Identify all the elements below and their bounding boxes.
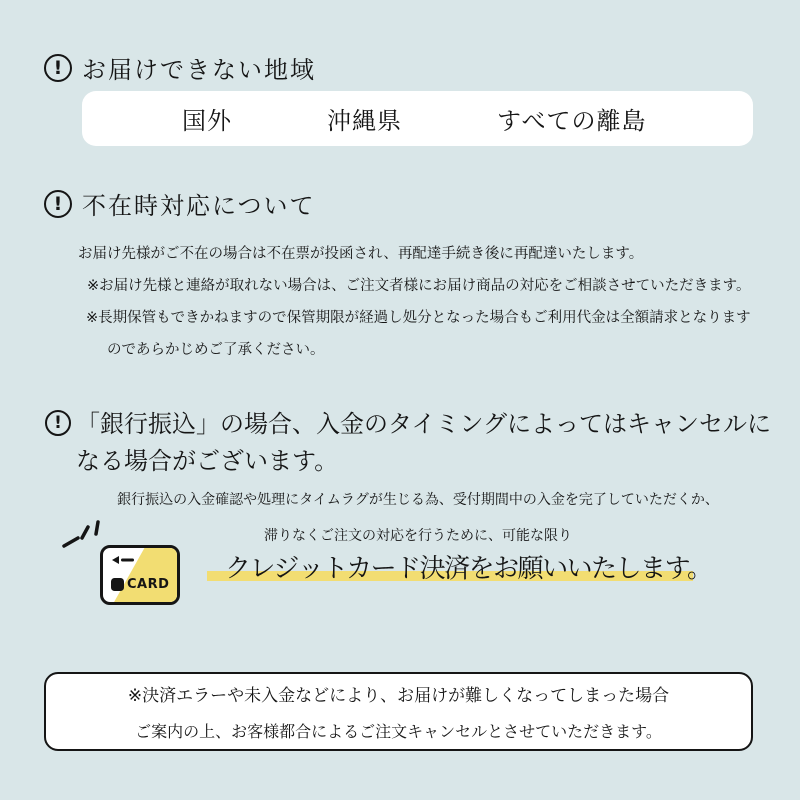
section-title-bank-transfer-line2: なる場合がございます。: [76, 447, 339, 475]
exclamation-circle-icon: [45, 410, 71, 436]
cancel-notice-line: ご案内の上、お客様都合によるご注文キャンセルとさせていただきます。: [135, 722, 662, 741]
area-item-overseas: 国外: [182, 107, 232, 135]
exclamation-glyph: !: [53, 192, 63, 215]
section-title-undeliverable-areas: お届けできない地域: [82, 56, 316, 84]
exclamation-glyph: !: [54, 412, 62, 433]
area-item-remote-islands: すべての離島: [497, 107, 647, 135]
emphasis-strokes-icon: [56, 516, 106, 556]
undeliverable-areas-box: [82, 91, 753, 146]
card-insert-arrow-icon: [112, 555, 138, 565]
cancel-notice-line: ※決済エラーや未入金などにより、お届けが難しくなってしまった場合: [127, 686, 670, 706]
absence-text-line: のであらかじめご了承ください。: [107, 342, 325, 358]
card-label-text: CARD: [127, 577, 170, 592]
credit-card-emphasis-text: クレジットカード決済をお願いいたします。: [225, 554, 712, 584]
bank-transfer-text-line: 銀行振込の入金確認や処理にタイムラグが生じる為、受付期間中の入金を完了していただくか、: [117, 492, 719, 508]
cancel-notice-box: [44, 672, 753, 751]
bank-transfer-text-line: 滞りなくご注文の対応を行うために、可能な限り: [264, 528, 572, 544]
credit-card-icon: [100, 545, 180, 605]
section-title-absence-handling: 不在時対応について: [82, 192, 316, 220]
exclamation-glyph: !: [53, 56, 63, 79]
section-title-bank-transfer-line1: 「銀行振込」の場合、入金のタイミングによってはキャンセルに: [76, 410, 772, 438]
absence-text-line: ※長期保管もできかねますので保管期限が経過し処分となった場合もご利用代金は全額請求となります: [86, 310, 751, 326]
area-item-okinawa: 沖縄県: [327, 107, 402, 135]
exclamation-circle-icon: [44, 54, 72, 82]
exclamation-circle-icon: [44, 190, 72, 218]
absence-text-line: ※お届け先様と連絡が取れない場合は、ご注文者様にお届け商品の対応をご相談させていただきます。: [87, 278, 751, 294]
absence-text-line: お届け先様がご不在の場合は不在票が投函され、再配達手続き後に再配達いたします。: [78, 246, 644, 262]
card-chip-dot: [111, 578, 124, 591]
